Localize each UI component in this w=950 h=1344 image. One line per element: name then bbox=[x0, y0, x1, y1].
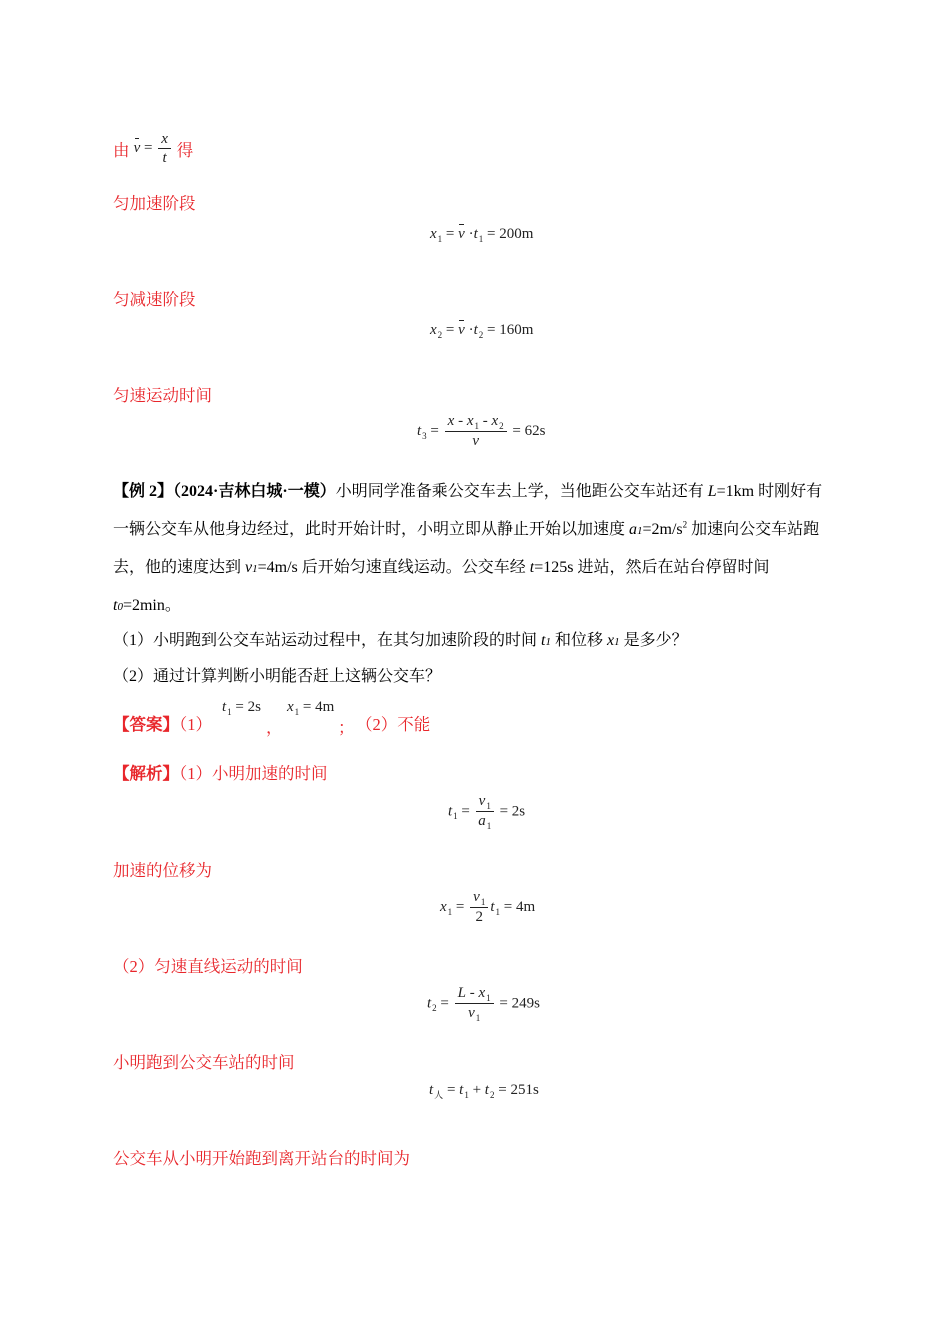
example-text: =4m/s 后开始匀速直线运动。公交车经 bbox=[257, 559, 530, 576]
answer-semicolon: ； bbox=[338, 718, 355, 737]
eq-t1-result: 2s bbox=[511, 803, 526, 820]
eq-t-person-result: 251s bbox=[510, 1082, 539, 1098]
eq-x1-analysis-result: 4m bbox=[515, 899, 536, 915]
equation-x2: $x_2 = v \cdot t_2 = 160m$ bbox=[430, 322, 534, 340]
answer-tag: 【答案】 bbox=[113, 715, 179, 734]
example-text: 一辆公交车从他身边经过，此时开始计时，小明立即从静止开始以加速度 bbox=[113, 521, 630, 538]
var-L: L bbox=[707, 483, 717, 500]
example-line-3 bbox=[113, 554, 770, 577]
example-line-4 bbox=[113, 592, 181, 615]
var-t0: t bbox=[113, 597, 118, 614]
question-1 bbox=[113, 627, 688, 650]
equation-t3: $t_3$ = $\frac{x - x_1 - x_2}{v}$ = 62s bbox=[417, 413, 546, 449]
eq-x2-result: 160m bbox=[499, 322, 534, 338]
question-text: 和位移 bbox=[550, 632, 607, 649]
var-x1: x bbox=[606, 632, 615, 649]
heading-uniform-motion: （2）匀速直线运动的时间 bbox=[113, 957, 303, 976]
question-text: （1）小明跑到公交车站运动过程中，在其匀加速阶段的时间 bbox=[113, 632, 542, 649]
var-v1-sub: 1 bbox=[252, 563, 258, 575]
suffix-text: 得 bbox=[176, 141, 194, 160]
question-2: （2）通过计算判断小明能否赶上这辆公交车？ bbox=[113, 668, 442, 685]
analysis-line bbox=[113, 760, 328, 784]
eq-x1-result: 200m bbox=[499, 226, 534, 242]
example-text: 去，他的速度达到 bbox=[113, 559, 246, 576]
example-line-2 bbox=[113, 516, 819, 539]
answer-comma: ， bbox=[266, 718, 283, 737]
example-source: （2024·吉林白城·一模） bbox=[173, 483, 336, 500]
heading-bus-time: 公交车从小明开始跑到离开站台的时间为 bbox=[113, 1149, 410, 1168]
question-text: 是多少？ bbox=[619, 632, 688, 649]
example-text: =2min。 bbox=[122, 597, 181, 614]
analysis-tag: 【解析】 bbox=[113, 764, 179, 783]
heading-person-time: 小明跑到公交车站的时间 bbox=[113, 1053, 295, 1072]
equation-x1: $x_1 = v \cdot t_1 = 200m$ bbox=[430, 226, 534, 244]
v-bar-symbol: v bbox=[133, 140, 141, 157]
heading-uniform-time: 匀速运动时间 bbox=[113, 386, 212, 405]
example-text: =1km 时刚好有 bbox=[716, 483, 823, 500]
example-tag: 【例 2】 bbox=[113, 483, 174, 500]
example-text: 小明同学准备乘公交车去上学，当他距公交车站还有 bbox=[335, 483, 708, 500]
answer-t1-formula: $t_1 = 2s$ bbox=[222, 699, 261, 717]
example-text: 加速向公交车站跑 bbox=[687, 521, 820, 538]
equation-t2: $t_2$ = $\frac{L - x_1}{v_1}$ = 249s bbox=[427, 985, 540, 1023]
v-definition-line bbox=[113, 132, 193, 166]
var-a1-sub: 1 bbox=[637, 525, 643, 537]
v-definition-formula: v = $\frac{x}{t}$ bbox=[134, 140, 177, 156]
t-person-sub: 人 bbox=[434, 1090, 444, 1100]
heading-accel-phase: 匀加速阶段 bbox=[113, 194, 196, 213]
answer-x1-formula: $x_1 = 4m$ bbox=[287, 699, 335, 717]
var-t: t bbox=[529, 559, 535, 576]
eq-t3-result: 62s bbox=[524, 423, 546, 439]
equation-t1: $t_1$ = $\frac{v_1}{a_1}$ = 2s bbox=[448, 793, 526, 831]
answer-x1-value: 4m bbox=[315, 699, 335, 715]
var-t1: t bbox=[541, 632, 546, 649]
var-v1: v bbox=[245, 559, 253, 576]
eq-t2-result: 249s bbox=[511, 995, 540, 1012]
var-x1-sub: 1 bbox=[614, 636, 620, 648]
var-t1-sub: 1 bbox=[545, 636, 551, 648]
example-line-1 bbox=[113, 478, 822, 501]
unit-sup: 2 bbox=[682, 519, 688, 530]
equation-t-person: $t_人 = t_1 + t_2 = 251s$ bbox=[429, 1082, 539, 1100]
example-text: =2m/s bbox=[642, 521, 683, 538]
example-text: =125s 进站，然后在站台停留时间 bbox=[534, 559, 770, 576]
analysis-text: （1）小明加速的时间 bbox=[179, 764, 328, 783]
answer-part-1: （1） bbox=[179, 715, 212, 734]
heading-displacement: 加速的位移为 bbox=[113, 861, 212, 880]
answer-t1-value: 2s bbox=[247, 699, 261, 715]
var-t0-sub: 0 bbox=[117, 601, 123, 613]
var-a1: a bbox=[629, 521, 638, 538]
heading-decel-phase: 匀减速阶段 bbox=[113, 290, 196, 309]
answer-part-2: （2）不能 bbox=[356, 715, 431, 734]
prefix-text: 由 bbox=[113, 141, 130, 160]
equation-x1-analysis: $x_1$ = $\frac{v_1}{2}$ $t_1 = 4m$ bbox=[440, 889, 536, 925]
answer-line bbox=[113, 711, 212, 735]
